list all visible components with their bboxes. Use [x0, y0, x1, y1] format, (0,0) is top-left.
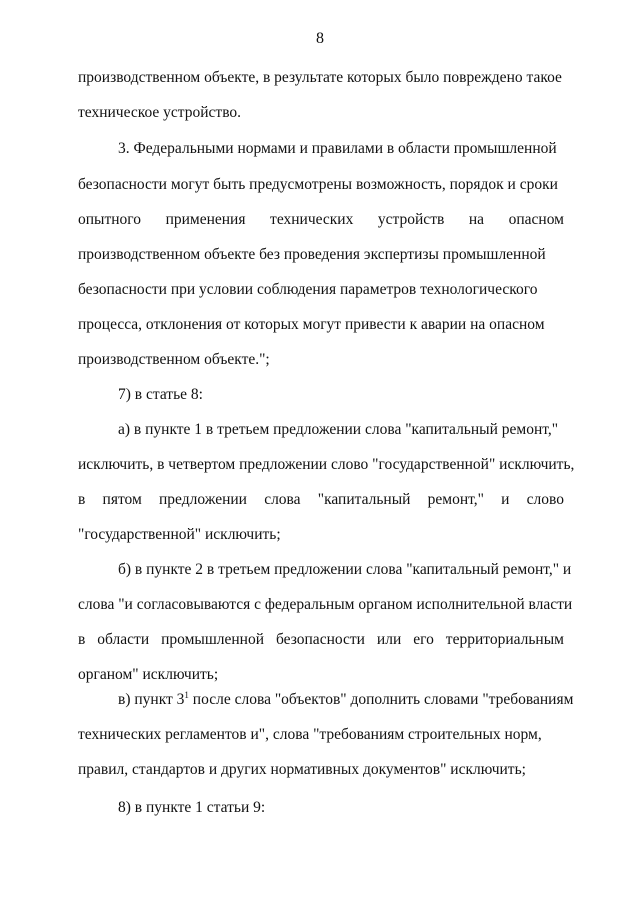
word: "капитальный: [317, 491, 411, 508]
justified-line: [78, 490, 564, 510]
text-line: производственном объекте.";: [78, 351, 270, 368]
text-line: слова "и согласовываются с федеральным органом исполнительной власти: [78, 596, 573, 613]
item-8-heading: 8) в пункте 1 статьи 9:: [118, 799, 266, 816]
word: территориальным: [445, 631, 564, 648]
justified-line: [78, 630, 564, 650]
text-line: технических регламентов и", слова "требованиям строительных норм,: [78, 726, 542, 743]
word: в: [78, 491, 86, 508]
word: слово: [526, 491, 564, 508]
item-7-heading: 7) в статье 8:: [118, 386, 203, 403]
word: опытного: [78, 211, 141, 228]
text-line: производственном объекте без проведения экспертизы промышленной: [78, 246, 546, 263]
text-line: процесса, отклонения от которых могут привести к аварии на опасном: [78, 316, 545, 333]
word: ремонт,": [427, 491, 484, 508]
text-line: органом" исключить;: [78, 666, 219, 683]
text-fragment: в) пункт 3: [118, 691, 185, 708]
word: пятом: [102, 491, 142, 508]
justified-line: [78, 210, 564, 230]
paragraph-3-start: 3. Федеральными нормами и правилами в области промышленной: [118, 140, 557, 157]
word: в: [78, 631, 86, 648]
word: технических: [270, 211, 354, 228]
text-line: "государственной" исключить;: [78, 526, 281, 543]
word: промышленной: [161, 631, 265, 648]
word: или: [376, 631, 402, 648]
word: его: [413, 631, 434, 648]
item-v-start: [118, 689, 574, 710]
text-fragment: после слова "объектов" дополнить словами "требованиям: [188, 691, 574, 708]
word: безопасности: [275, 631, 365, 648]
page-number: 8: [316, 30, 324, 47]
text-line: безопасности могут быть предусмотрены возможность, порядок и сроки: [78, 176, 558, 193]
word: применения: [165, 211, 246, 228]
word: и: [501, 491, 510, 508]
text-line: исключить, в четвертом предложении слово "государственной" исключить,: [78, 456, 575, 473]
text-line: техническое устройство.: [78, 104, 242, 121]
word: опасном: [508, 211, 564, 228]
superscript: 1: [184, 689, 189, 700]
text-line: производственном объекте, в результате которых было повреждено такое: [78, 69, 562, 86]
word: на: [468, 211, 485, 228]
text-line: безопасности при условии соблюдения параметров технологического: [78, 281, 538, 298]
word: устройств: [377, 211, 445, 228]
word: области: [97, 631, 150, 648]
item-a-start: а) в пункте 1 в третьем предложении слова "капитальный ремонт,": [118, 421, 559, 438]
word: слова: [264, 491, 301, 508]
word: предложении: [159, 491, 247, 508]
item-b-start: б) в пункте 2 в третьем предложении слова "капитальный ремонт," и: [118, 561, 572, 578]
text-line: правил, стандартов и других нормативных документов" исключить;: [78, 761, 526, 778]
